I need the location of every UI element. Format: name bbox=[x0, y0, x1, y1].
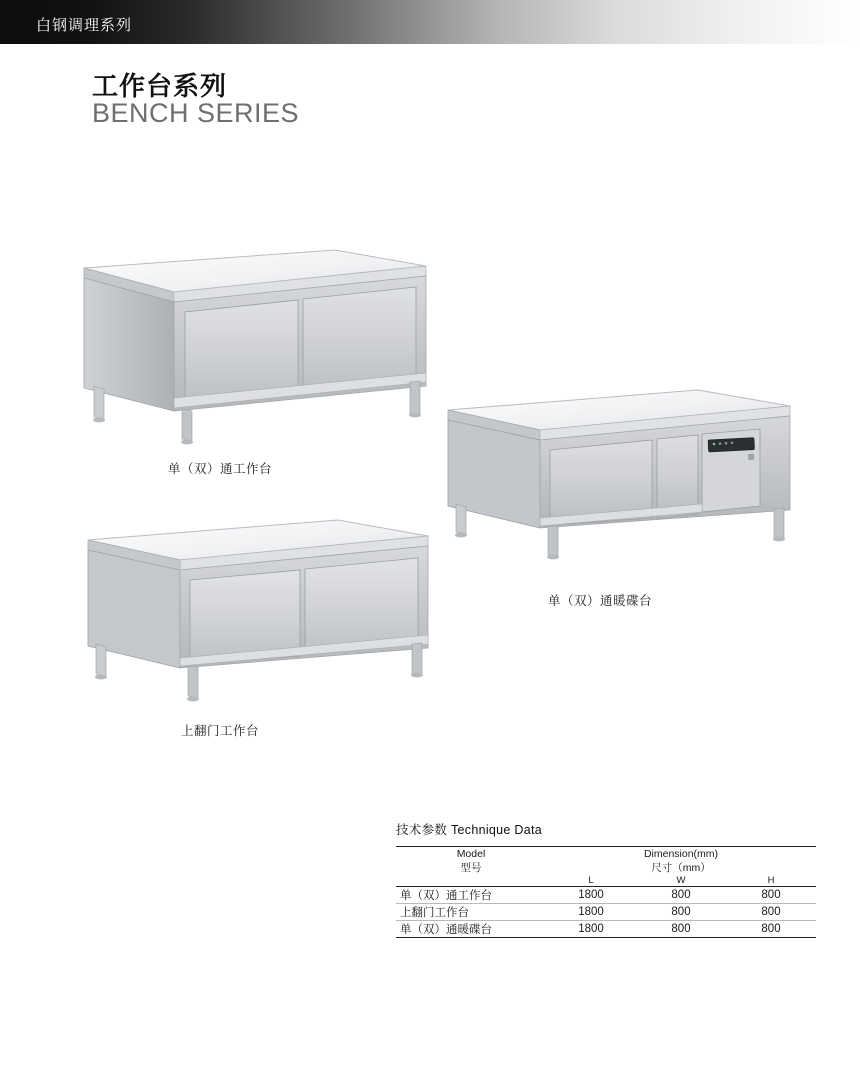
figure-bench-warming-plate bbox=[430, 378, 830, 609]
table-subheader-row bbox=[396, 875, 816, 887]
bench-flip-up-door-image bbox=[70, 508, 440, 713]
cell-model: 单（双）通工作台 bbox=[396, 887, 546, 904]
cell-l: 1800 bbox=[546, 921, 636, 938]
subheader-blank bbox=[396, 875, 546, 887]
header-model-cn: 型号 bbox=[460, 862, 482, 875]
cell-l: 1800 bbox=[546, 887, 636, 904]
cell-w: 800 bbox=[636, 921, 726, 938]
figure-caption: 上翻门工作台 bbox=[180, 724, 259, 738]
spec-section bbox=[396, 820, 816, 938]
cell-h: 800 bbox=[726, 904, 816, 921]
figure-caption: 单（双）通工作台 bbox=[167, 462, 272, 476]
cell-l: 1800 bbox=[546, 904, 636, 921]
header-dimension-en: Dimension(mm) bbox=[643, 848, 719, 860]
subheader-w: W bbox=[636, 875, 726, 887]
page-title-cn: 工作台系列 bbox=[92, 71, 228, 101]
header-dimension-cn: 尺寸（mm） bbox=[651, 862, 711, 875]
subheader-h: H bbox=[726, 875, 816, 887]
table-row bbox=[396, 887, 816, 904]
figure-bench-sliding-door bbox=[70, 236, 440, 477]
cell-model: 上翻门工作台 bbox=[396, 904, 546, 921]
cell-h: 800 bbox=[726, 921, 816, 938]
bench-sliding-door-image bbox=[70, 236, 440, 451]
table-header-row bbox=[396, 847, 816, 876]
spec-title: 技术参数 Technique Data bbox=[396, 823, 543, 837]
subheader-l: L bbox=[546, 875, 636, 887]
header-title: 白钢调理系列 bbox=[36, 17, 133, 34]
page-header-bar bbox=[0, 0, 860, 44]
header-dimension-cell bbox=[546, 847, 816, 876]
page-title-en: BENCH SERIES bbox=[92, 98, 300, 128]
header-model-en: Model bbox=[456, 848, 486, 860]
cell-w: 800 bbox=[636, 887, 726, 904]
cell-model: 单（双）通暖碟台 bbox=[396, 921, 546, 938]
cell-h: 800 bbox=[726, 887, 816, 904]
cell-w: 800 bbox=[636, 904, 726, 921]
spec-table bbox=[396, 846, 816, 938]
table-row bbox=[396, 921, 816, 938]
bench-warming-plate-image bbox=[430, 378, 830, 583]
header-model-cell bbox=[396, 847, 546, 876]
figure-caption: 单（双）通暖碟台 bbox=[547, 594, 652, 608]
table-row bbox=[396, 904, 816, 921]
figure-bench-flip-up-door bbox=[70, 508, 440, 739]
